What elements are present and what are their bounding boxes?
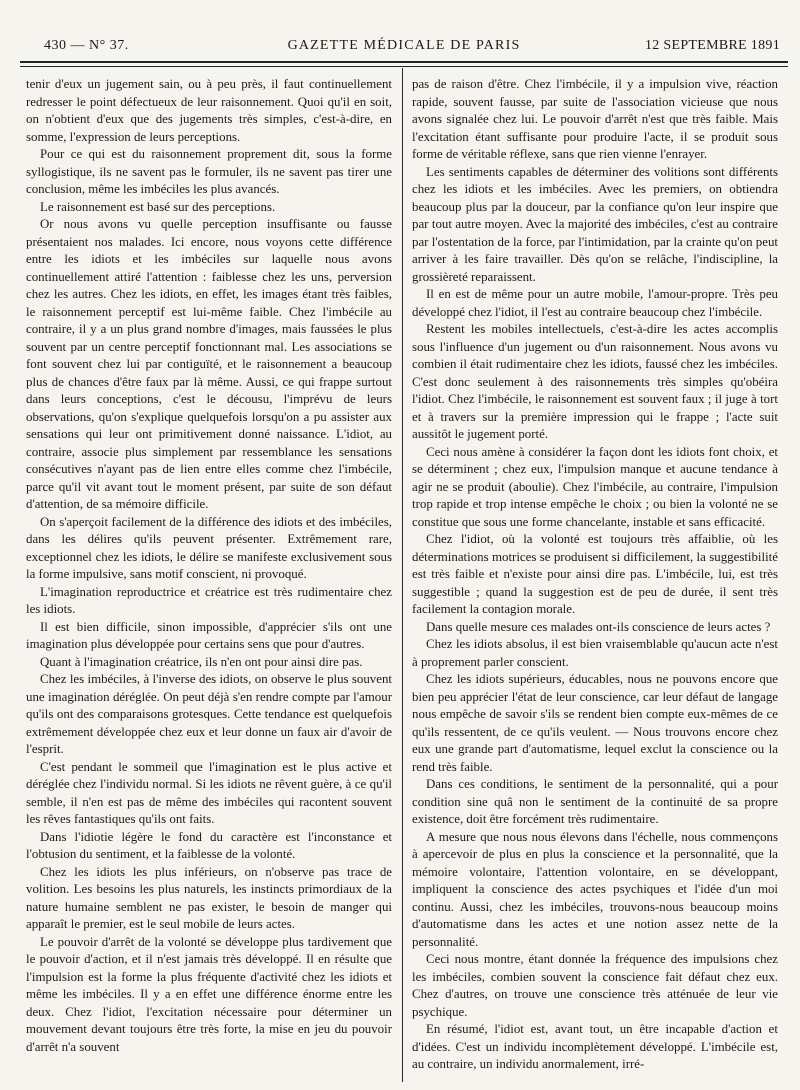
paragraph: Chez les idiots les plus inférieurs, on n'observe pas trace de volition. Les besoins les plus naturels, les instincts primordiaux de la nature humaine semblent ne pas exister, le besoin de manger qui apparaît le premier, est le seul mobile de leurs actes. xyxy=(26,864,392,931)
paragraph: Dans l'idiotie légère le fond du caractère est l'inconstance et l'obtusion du sentiment, et la faiblesse de la volonté. xyxy=(26,829,392,861)
paragraph: Dans quelle mesure ces malades ont-ils conscience de leurs actes ? xyxy=(426,619,771,634)
paragraph: Il est bien difficile, sinon impossible, d'apprécier s'ils ont une imagination plus développée pour certains sens que pour d'autres. xyxy=(26,619,392,651)
paragraph: L'imagination reproductrice et créatrice est très rudimentaire chez les idiots. xyxy=(26,584,392,616)
left-column xyxy=(26,76,392,1078)
paragraph: Chez les idiots supérieurs, éducables, nous ne pouvons encore que bien peu apprécier l'état de leur conscience, car leur défaut de langage nous empêche de savoir s'ils se rendent bien compte eux-mêmes de ce qu'ils ressentent, de ce qu'ils veulent. — Nous trouvons encore chez eux une grande part d'automatisme, lequel exclut la conscience ou la rend très faible. xyxy=(412,672,778,774)
paragraph: En résumé, l'idiot est, avant tout, un être incapable d'action et d'idées. C'est un individu incomplètement développé. L'imbécile est, au contraire, un individu anormalement, irré- xyxy=(412,1022,778,1071)
paragraph: Il en est de même pour un autre mobile, l'amour-propre. Très peu développé chez l'idiot, il l'est au contraire beaucoup chez l'imbécile. xyxy=(412,287,778,319)
paragraph: Restent les mobiles intellectuels, c'est-à-dire les actes accomplis sous l'influence d'un jugement ou d'un raisonnement. Nous avons vu combien il était rudimentaire chez les idiots, faussé chez les imbéciles. C'est donc seulement à des raisonnements très simples qu'obéira l'idiot. Chez l'imbécile, le raisonnement est souvent faux ; il juge à tort et à travers sur la première impression qui le frappe ; l'acte suit aussitôt le jugement porté. xyxy=(412,322,778,441)
right-column xyxy=(412,76,778,1078)
paragraph: On s'aperçoit facilement de la différence des idiots et des imbéciles, dans les délires qu'ils peuvent présenter. Extrêmement rare, exceptionnel chez les idiots, le délire se manifeste exclusivement sous la forme impulsive, sans motif conscient, ni provoqué. xyxy=(26,514,392,581)
page-number: 430 — N° 37. xyxy=(44,38,129,53)
journal-title: GAZETTE MÉDICALE DE PARIS xyxy=(287,38,521,53)
paragraph: Or nous avons vu quelle perception insuffisante ou fausse présentaient nos malades. Ici encore, nous voyons cette différence entre les idiots et les imbéciles sur laquelle nous avons continuellement attiré l'attention : faiblesse chez les uns, perversion chez les autres. Chez les idiots, en effet, les images étant très faibles, le raisonnement perceptif est lui-même faible. Chez l'imbécile au contraire, il y a un plus grand nombre d'images, mais faussées le plus souvent par un centre perceptif fonctionnant mal. Les associations se font souvent chez lui par contiguïté, et le raisonnement a beaucoup plus de chances d'être faux par là même. Aussi, ce qui frappe surtout dans leurs conceptions, c'est le décousu, l'imprévu de leurs observations, qu'on s'explique quelquefois lorsqu'on a pu assister aux sensations qui leur ont primitivement donné naissance. L'idiot, au contraire, associe plus simplement par ressemblance les sensations consécutives n'ayant pas de lien entre elles comme chez l'imbécile, parce qu'il vit avant tout le moment présent, par suite de son défaut d'attention, de sa mémoire difficile. xyxy=(26,217,392,511)
paragraph: Chez les imbéciles, à l'inverse des idiots, on observe le plus souvent une imagination déréglée. On peut déjà s'en rendre compte par l'amour qu'ils ont des comparaisons grotesques. Cette tendance est quelquefois extrêmement développée chez eux et leur donne un faux air d'avoir de l'esprit. xyxy=(26,672,392,756)
paragraph: Chez l'idiot, où la volonté est toujours très affaiblie, où les déterminations motrices se produisent si difficilement, la suggestibilité est très faible et n'existe pour ainsi dire pas. L'imbécile, lui, est très suggestible ; quand la suggestion est de peu de durée, il sent très facilement la contagion morale. xyxy=(412,532,778,616)
paragraph: Ceci nous amène à considérer la façon dont les idiots font choix, et se déterminent ; chez eux, l'impulsion manque et aucune tendance à agir ne se produit (aboulie). Chez l'imbécile, au contraire, l'impulsion trop rapide et trop intense empêche le choix ; ou bien la volonté ne se constitue que sous une forme chancelante, instable et sans efficacité. xyxy=(412,444,778,529)
paragraph: pas de raison d'être. Chez l'imbécile, il y a impulsion vive, réaction rapide, souvent fausse, par suite de l'association vicieuse que nous avons signalée chez lui. Le pouvoir d'arrêt n'est que très faible. Mais l'excitation étant suffisante pour produire l'acte, il se produit sous forme de véritable réflexe, sans que rien vienne l'enrayer. xyxy=(412,77,778,161)
paragraph: Dans ces conditions, le sentiment de la personnalité, qui a pour condition sine quâ non le sentiment de la continuité de sa propre existence, doit être forcément très rudimentaire. xyxy=(412,777,778,826)
header-rule-thick xyxy=(20,61,788,63)
paragraph: Les sentiments capables de déterminer des volitions sont différents chez les idiots et les imbéciles. Avec les premiers, on obtiendra beaucoup plus par la douceur, par la confiance qu'on leur inspire que par tout autre moyen. Avec la majorité des imbéciles, c'est au contraire par l'ostentation de la force, par l'intimidation, par la crainte qu'on peut arriver à les faire travailler. Dès qu'on se relâche, l'indiscipline, la grossièreté reparaissent. xyxy=(412,164,778,284)
column-divider xyxy=(402,68,403,1082)
issue-date: 12 SEPTEMBRE 1891 xyxy=(644,38,780,53)
paragraph: A mesure que nous nous élevons dans l'échelle, nous commençons à apercevoir de plus en plus la conscience et la personnalité, que la mémoire volontaire, l'attention volontaire, en se développant, impliquent la conscience des actes psychiques et l'idée d'un moi continu. Aussi, chez les imbéciles, trouvons-nous beaucoup moins d'automatisme dans les actes et une notion assez nette de la personnalité. xyxy=(412,829,778,949)
header-rule-thin xyxy=(20,66,788,67)
paragraph: C'est pendant le sommeil que l'imagination est le plus active et déréglée chez l'individu normal. Si les idiots ne rêvent guère, à ce qu'il semble, il n'en est pas de même des imbéciles qui racontent souvent les rêves fantastiques qu'ils ont faits. xyxy=(26,759,392,826)
paragraph: Le pouvoir d'arrêt de la volonté se développe plus tardivement que le pouvoir d'action, et il n'est jamais très développé. Il en résulte que l'impulsion est la forme la plus fréquente d'activité chez les idiots et même les imbéciles. Il y a en effet une différence énorme entre les deux. Chez l'idiot, l'excitation nécessaire pour déterminer un mouvement devant toujours être très forte, la mise en jeu du pouvoir d'arrêt n'a souvent xyxy=(26,934,392,1054)
paragraph: Pour ce qui est du raisonnement proprement dit, sous la forme syllogistique, ils ne savent pas le formuler, ils ne savent pas tirer une conclusion, même les imbéciles les plus avancés. xyxy=(26,147,392,196)
page-header xyxy=(20,33,788,59)
paragraph: Ceci nous montre, étant donnée la fréquence des impulsions chez les imbéciles, combien souvent la conscience fait défaut chez eux. Chez d'autres, on trouve une conscience très atténuée de leur vie psychique. xyxy=(412,952,778,1019)
paragraph: Le raisonnement est basé sur des perceptions. xyxy=(40,199,276,214)
paragraph: Chez les idiots absolus, il est bien vraisemblable qu'aucun acte n'est à proprement parler conscient. xyxy=(412,637,778,669)
paragraph: tenir d'eux un jugement sain, ou à peu près, il faut continuellement redresser le point défectueux de leur raisonnement. Quoi qu'il en soit, on n'obtient d'eux que des jugements très simples, c'est-à-dire, en somme, l'expression de leurs perceptions. xyxy=(26,77,392,144)
paragraph: Quant à l'imagination créatrice, ils n'en ont pour ainsi dire pas. xyxy=(40,654,363,669)
